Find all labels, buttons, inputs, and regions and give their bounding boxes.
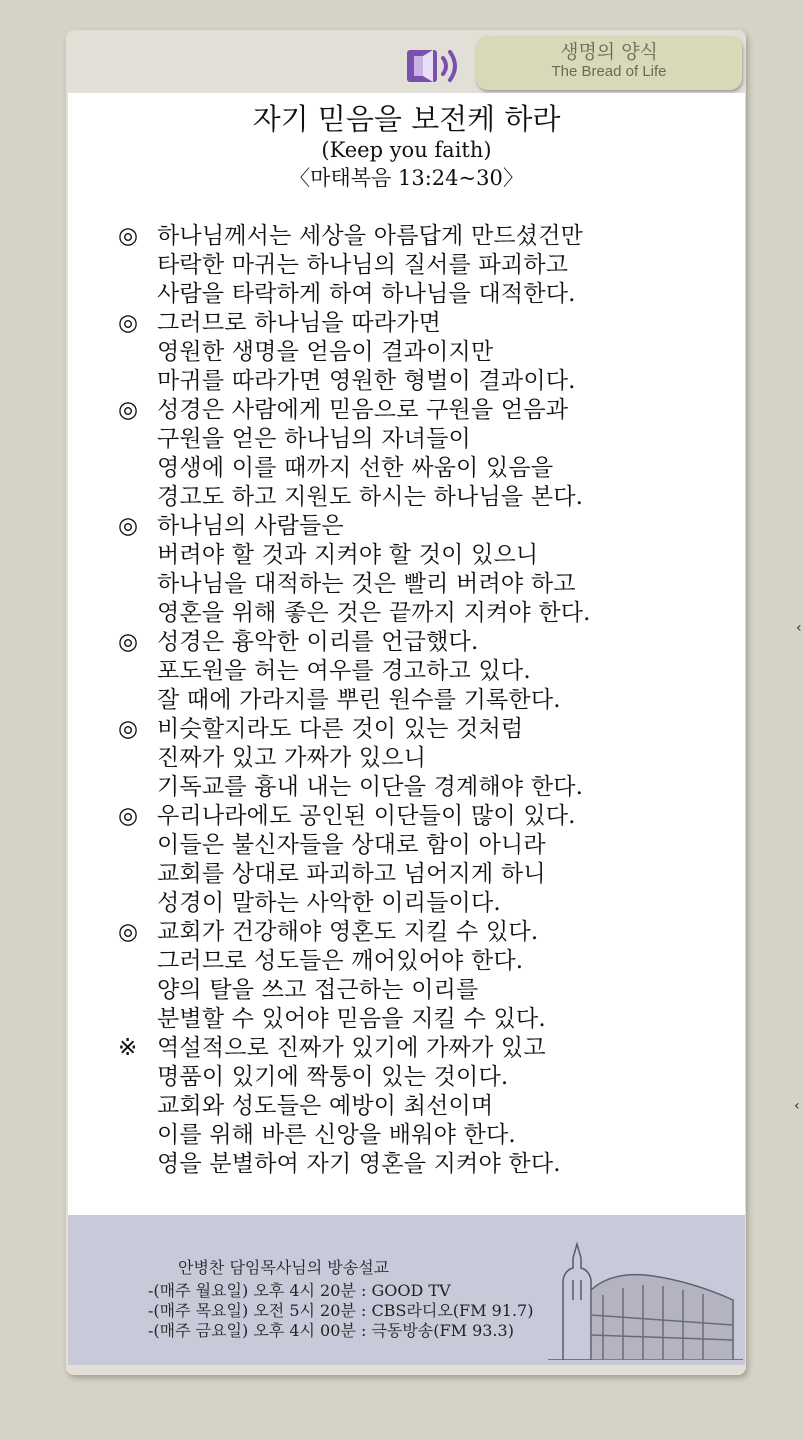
sermon-line: 성경이 말하는 사악한 이리들이다.: [157, 890, 501, 916]
bullet-mark: ◎: [118, 310, 139, 336]
sermon-line: 양의 탈을 쓰고 접근하는 이리를: [157, 977, 479, 1003]
sermon-line: 그러므로 하나님을 따라가면: [157, 310, 442, 336]
broadcast-line: -(매주 목요일) 오전 5시 20분 : CBS라디오(FM 91.7): [148, 1301, 534, 1320]
scripture-reference: 〈마태복음 13:24~30〉: [289, 166, 524, 190]
sermon-paragraph: [116, 309, 726, 396]
sermon-line: 포도원을 허는 여우를 경고하고 있다.: [157, 658, 531, 684]
sermon-line: 하나님의 사람들은: [157, 513, 344, 539]
bullet-mark: ◎: [118, 803, 139, 829]
sermon-paragraph: [116, 918, 726, 1034]
sermon-line: 영을 분별하여 자기 영혼을 지켜야 한다.: [157, 1151, 561, 1177]
sermon-line: 역설적으로 진짜가 있기에 가짜가 있고: [157, 1035, 546, 1061]
bullet-mark: ◎: [118, 397, 139, 423]
speaker-icon[interactable]: [405, 42, 467, 90]
sermon-line: 사람을 타락하게 하여 하나님을 대적한다.: [157, 281, 576, 307]
sermon-line: 영원한 생명을 얻음이 결과이지만: [157, 339, 494, 365]
sermon-paragraph: [116, 628, 726, 715]
bullet-mark: ※: [118, 1035, 138, 1061]
sermon-line: 교회를 상대로 파괴하고 넘어지게 하니: [157, 861, 546, 887]
sermon-line: 하나님을 대적하는 것은 빨리 버려야 하고: [157, 571, 576, 597]
sermon-line: 그러므로 성도들은 깨어있어야 한다.: [157, 948, 524, 974]
sermon-line: 버려야 할 것과 지켜야 할 것이 있으니: [157, 542, 539, 568]
sermon-line: 이를 위해 바른 신앙을 배워야 한다.: [157, 1122, 516, 1148]
sermon-line: 구원을 얻은 하나님의 자녀들이: [157, 426, 471, 452]
sermon-subtitle: (Keep you faith): [321, 138, 492, 162]
broadcast-schedule: [148, 1255, 533, 1341]
bullet-mark: ◎: [118, 223, 139, 249]
sermon-line: 영생에 이를 때까지 선한 싸움이 있음을: [157, 455, 554, 481]
sermon-line: 성경은 사람에게 믿음으로 구원을 얻음과: [157, 397, 569, 423]
sermon-line: 기독교를 흉내 내는 이단을 경계해야 한다.: [157, 774, 584, 800]
bullet-mark: ◎: [118, 716, 139, 742]
church-building-illustration: [543, 1240, 743, 1360]
sermon-line: 경고도 하고 지원도 하시는 하나님을 본다.: [157, 484, 584, 510]
sermon-line: 명품이 있기에 짝퉁이 있는 것이다.: [157, 1064, 509, 1090]
sermon-line: 성경은 흉악한 이리를 언급했다.: [157, 629, 479, 655]
sermon-line: 영혼을 위해 좋은 것은 끝까지 지켜야 한다.: [157, 600, 591, 626]
sermon-paper: [68, 93, 745, 1215]
sermon-line: 비슷할지라도 다른 것이 있는 것처럼: [157, 716, 524, 742]
sermon-line: 타락한 마귀는 하나님의 질서를 파괴하고: [157, 252, 569, 278]
sermon-line: 하나님께서는 세상을 아름답게 만드셨건만: [157, 223, 584, 249]
sermon-paragraph: [116, 396, 726, 512]
sermon-line: 이들은 불신자들을 상대로 함이 아니라: [157, 832, 546, 858]
broadcast-title: 안병찬 담임목사님의 방송설교: [178, 1258, 390, 1277]
sermon-line: 잘 때에 가라지를 뿌린 원수를 기록한다.: [157, 687, 561, 713]
edge-arrow-icon: ‹: [796, 620, 802, 636]
edge-arrow-icon: ‹: [794, 1098, 800, 1114]
broadcast-line: -(매주 금요일) 오후 4시 00분 : 극동방송(FM 93.3): [148, 1321, 514, 1340]
sermon-line: 교회와 성도들은 예방이 최선이며: [157, 1093, 494, 1119]
sermon-paragraph: [116, 222, 726, 309]
sermon-line: 진짜가 있고 가짜가 있으니: [157, 745, 427, 771]
brand-title-en: The Bread of Life: [551, 63, 667, 80]
sermon-line: 교회가 건강해야 영혼도 지킬 수 있다.: [157, 919, 539, 945]
sermon-paragraph: [116, 512, 726, 628]
sermon-title: 자기 믿음을 보전케 하라: [252, 102, 561, 136]
sermon-paragraph: [116, 802, 726, 918]
sermon-line: 마귀를 따라가면 영원한 형벌이 결과이다.: [157, 368, 576, 394]
sermon-body: [116, 222, 726, 1179]
broadcast-line: -(매주 월요일) 오후 4시 20분 : GOOD TV: [148, 1281, 451, 1300]
bullet-mark: ◎: [118, 513, 139, 539]
sermon-paragraph: [116, 715, 726, 802]
broadcast-footer: [68, 1215, 745, 1365]
bullet-mark: ◎: [118, 919, 139, 945]
sermon-line: 우리나라에도 공인된 이단들이 많이 있다.: [157, 803, 576, 829]
brand-title-ko: 생명의 양식: [560, 41, 658, 63]
sermon-line: 분별할 수 있어야 믿음을 지킬 수 있다.: [157, 1006, 546, 1032]
brand-badge: [476, 36, 742, 90]
bullet-mark: ◎: [118, 629, 139, 655]
sermon-paragraph: [116, 1034, 726, 1179]
